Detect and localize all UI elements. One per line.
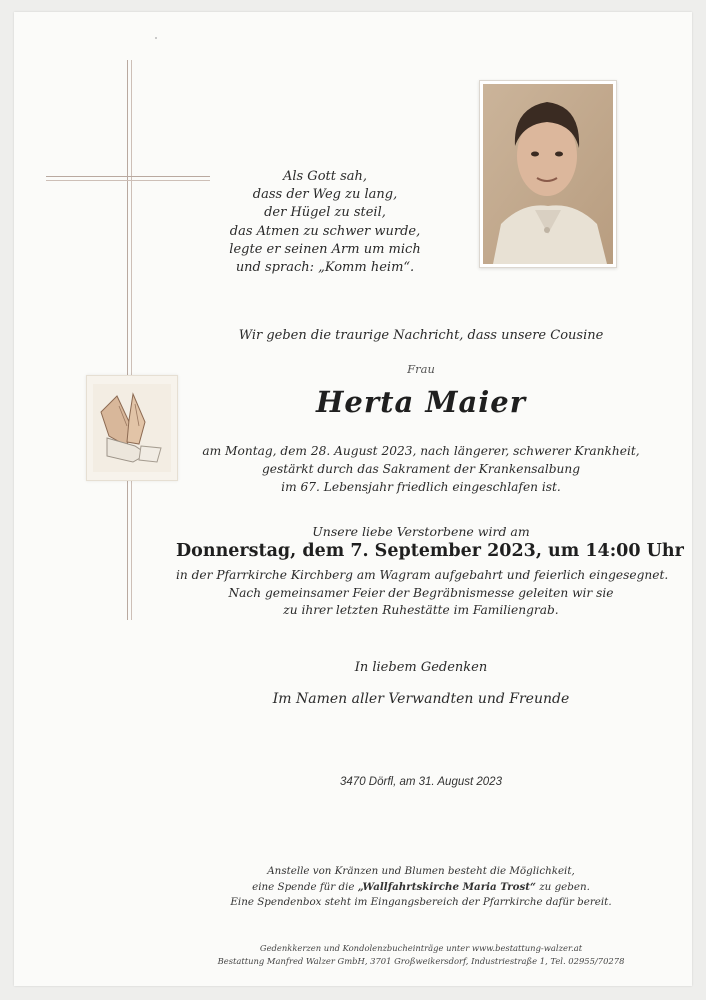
poem-line: und sprach: „Komm heim“. xyxy=(235,260,415,276)
donation-note xyxy=(176,864,666,911)
cross-vertical-line-inner xyxy=(131,60,132,620)
poem-line: dass der Weg zu lang, xyxy=(252,187,398,203)
place-date: 3470 Dörfl, am 31. August 2023 xyxy=(340,776,502,788)
death-notice-line: gestärkt durch das Sakrament der Krankensalbung xyxy=(261,462,581,476)
poem-line: das Atmen zu schwer wurde, xyxy=(229,223,421,239)
poem-line: legte er seinen Arm um mich xyxy=(229,241,421,257)
donation-line: Eine Spendenbox steht im Eingangsbereich der Pfarrkirche dafür bereit. xyxy=(230,896,612,908)
cross-horizontal-line-inner xyxy=(46,180,210,181)
salutation: Frau xyxy=(407,362,435,376)
donation-text: eine Spende für die xyxy=(252,880,358,893)
cross-vertical-line xyxy=(127,60,128,620)
memory-text: In liebem Gedenken xyxy=(354,660,488,675)
portrait-photo xyxy=(483,84,613,264)
ceremony-details xyxy=(176,567,669,620)
ceremony-line: zu ihrer letzten Ruhestätte im Familiengrab. xyxy=(283,603,559,617)
footer xyxy=(176,942,666,968)
ceremony-line: in der Pfarrkirche Kirchberg am Wagram aufgebahrt und feierlich eingesegnet. xyxy=(176,568,669,582)
portrait-frame xyxy=(479,80,617,268)
donation-text: zu geben. xyxy=(535,880,590,893)
donation-line: Anstelle von Kränzen und Blumen besteht die Möglichkeit, xyxy=(267,865,575,877)
death-notice-line: im 67. Lebensjahr friedlich eingeschlafen ist. xyxy=(281,480,561,494)
ceremony-date: Donnerstag, dem 7. September 2023, um 14:00 Uhr xyxy=(176,541,684,561)
donation-church: „Wallfahrtskirche Maria Trost“ xyxy=(357,880,536,893)
cross-horizontal-line xyxy=(46,176,210,177)
footer-line: Bestattung Manfred Walzer GmbH, 3701 Großweikersdorf, Industriestraße 1, Tel. 02955/70278 xyxy=(217,956,625,966)
speck xyxy=(155,37,157,39)
praying-hands-card xyxy=(86,375,178,481)
praying-hands-icon xyxy=(87,376,177,480)
poem-line: Als Gott sah, xyxy=(282,169,368,184)
intro-text: Wir geben die traurige Nachricht, dass unsere Cousine xyxy=(238,328,604,343)
ceremony-line: Nach gemeinsamer Feier der Begräbnismesse geleiten wir sie xyxy=(228,585,614,600)
donation-line xyxy=(176,880,666,896)
poem xyxy=(200,168,450,277)
deceased-name: Herta Maier xyxy=(315,385,527,419)
on-behalf-text: Im Namen aller Verwandten und Freunde xyxy=(272,691,570,707)
death-notice xyxy=(176,442,666,496)
ceremony-lead: Unsere liebe Verstorbene wird am xyxy=(312,524,530,539)
poem-line: der Hügel zu steil, xyxy=(264,205,386,221)
footer-line: Gedenkkerzen und Kondolenzbucheinträge unter www.bestattung-walzer.at xyxy=(259,943,583,953)
death-notice-line: am Montag, dem 28. August 2023, nach längerer, schwerer Krankheit, xyxy=(202,444,640,458)
